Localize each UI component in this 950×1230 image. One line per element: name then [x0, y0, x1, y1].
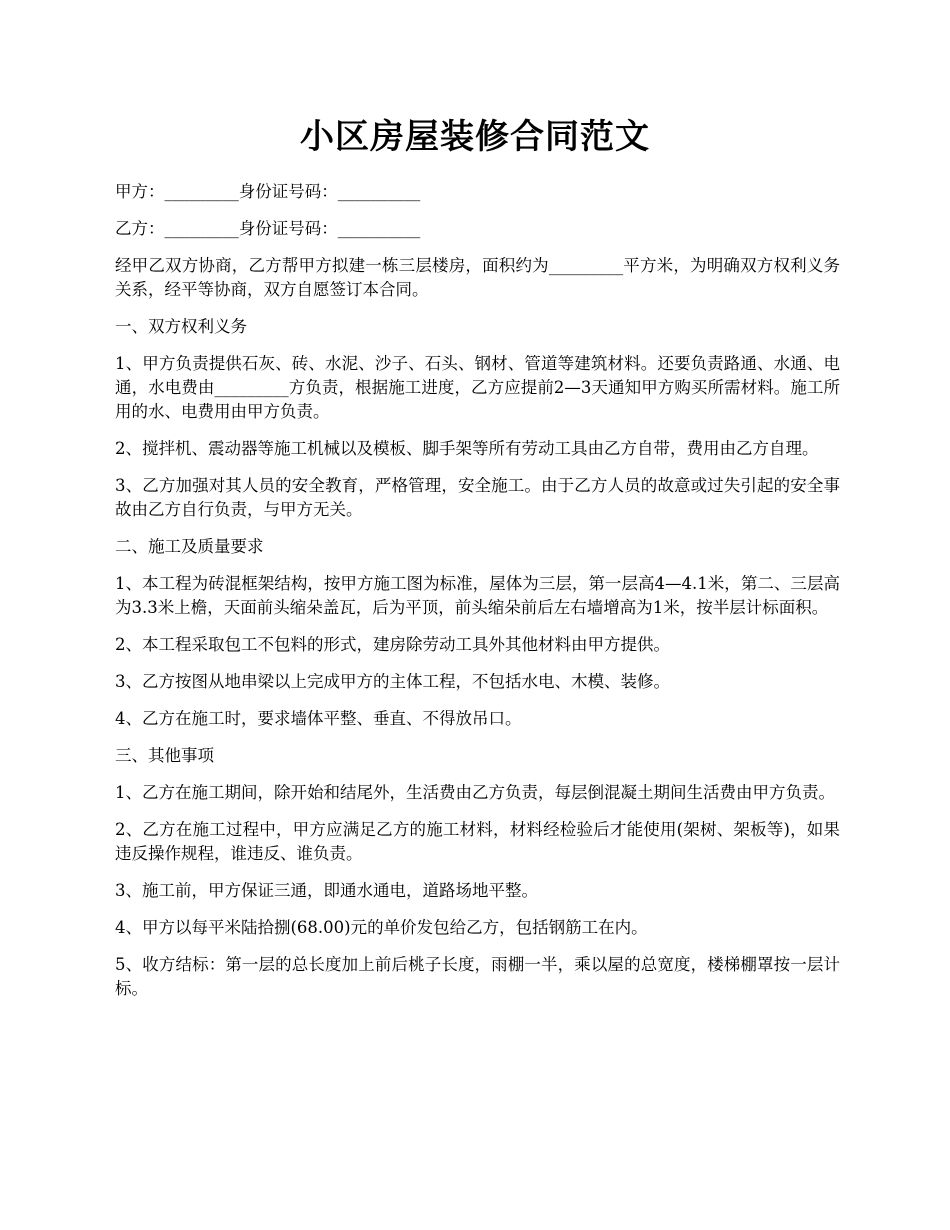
clause-3-3: 3、施工前，甲方保证三通，即通水通电，道路场地平整。 [115, 881, 538, 900]
clause-2-4: 4、乙方在施工时，要求墙体平整、垂直、不得放吊口。 [115, 709, 522, 728]
clause-3-5: 5、收方结标：第一层的总长度加上前后桃子长度，雨棚一半，乘以屋的总宽度，楼梯棚罩按一层计标。 [115, 955, 840, 998]
party-b-line: 乙方：_________身份证号码：__________ [115, 219, 421, 238]
section-heading-rights: 一、双方权利义务 [115, 317, 247, 336]
clause-2-3: 3、乙方按图从地串梁以上完成甲方的主体工程，不包括水电、木模、装修。 [115, 672, 670, 691]
clause-1-3: 3、乙方加强对其人员的安全教育，严格管理，安全施工。由于乙方人员的故意或过失引起的安全事故由乙方自行负责，与甲方无关。 [115, 476, 840, 519]
clause-1-2: 2、搅拌机、震动器等施工机械以及模板、脚手架等所有劳动工具由乙方自带，费用由乙方自理。 [115, 439, 819, 458]
clause-2-1: 1、本工程为砖混框架结构，按甲方施工图为标准，屋体为三层，第一层高4—4.1米，第二、三层高为3.3米上檐，天面前头缩朵盖瓦，后为平顶，前头缩朵前后左右墙增高为1米，按半层计标面积。 [115, 574, 840, 617]
clause-2-2: 2、本工程采取包工不包料的形式，建房除劳动工具外其他材料由甲方提供。 [115, 635, 670, 654]
document-body [115, 180, 840, 1014]
intro-paragraph: 经甲乙双方协商，乙方帮甲方拟建一栋三层楼房，面积约为_________平方米，为明确双方权利义务关系，经平等协商，双方自愿签订本合同。 [115, 256, 840, 299]
party-a-line: 甲方：_________身份证号码：__________ [115, 182, 421, 201]
document-title: 小区房屋装修合同范文 [300, 117, 650, 157]
section-heading-construction: 二、施工及质量要求 [115, 537, 264, 556]
section-heading-other: 三、其他事项 [115, 746, 214, 765]
clause-3-1: 1、乙方在施工期间，除开始和结尾外，生活费由乙方负责，每层倒混凝土期间生活费由甲方负责。 [115, 783, 835, 802]
clause-3-2: 2、乙方在施工过程中，甲方应满足乙方的施工材料，材料经检验后才能使用(架树、架板等)，如果违反操作规程，谁违反、谁负责。 [115, 820, 840, 863]
clause-1-1: 1、甲方负责提供石灰、砖、水泥、沙子、石头、钢材、管道等建筑材料。还要负责路通、水通、电通，水电费由_________方负责，根据施工进度，乙方应提前2—3天通知甲方购买所需材料。施工所用的水、电费用由甲方负责。 [115, 354, 840, 421]
clause-3-4: 4、甲方以每平米陆拾捌(68.00)元的单价发包给乙方，包括钢筋工在内。 [115, 918, 648, 937]
